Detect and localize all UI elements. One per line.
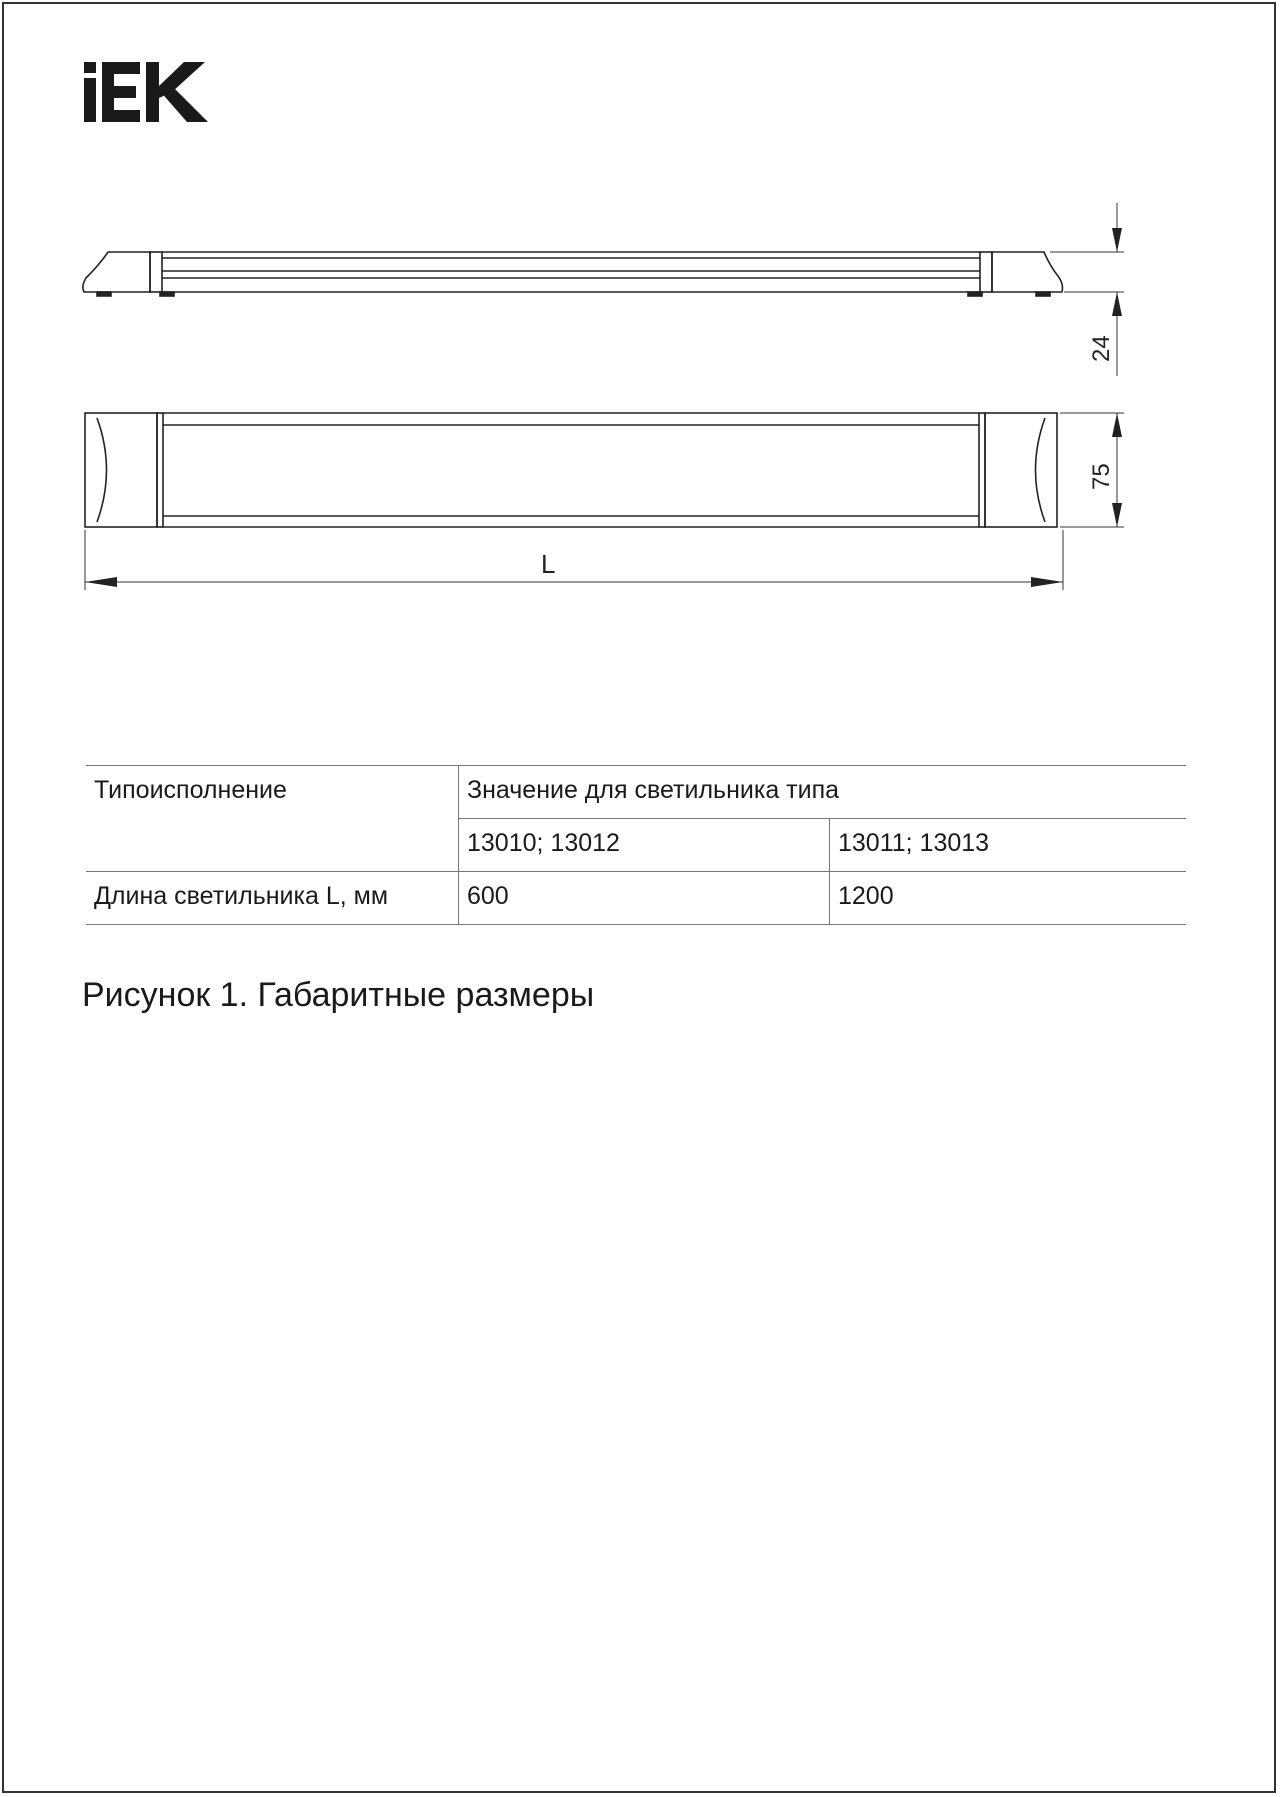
- variant-a-cell: 13010; 13012: [459, 819, 830, 872]
- variant-b-cell: 13011; 13013: [830, 819, 1187, 872]
- top-view: [85, 413, 1057, 527]
- figure-caption: Рисунок 1. Габаритные размеры: [82, 976, 595, 1014]
- dimension-width-label: 75: [1088, 463, 1115, 490]
- value-b-cell: 1200: [830, 872, 1187, 925]
- row-label-cell: Длина светильника L, мм: [86, 872, 459, 925]
- dimension-drawing: [0, 0, 1280, 620]
- table-row: [86, 766, 1186, 819]
- value-a-cell: 600: [459, 872, 830, 925]
- header-value-cell: Значение для светильника типа: [459, 766, 1187, 819]
- header-param-cell: Типоисполнение: [86, 766, 459, 872]
- spec-table: [86, 765, 1186, 925]
- table-row: [86, 872, 1186, 925]
- dimension-length-label: L: [541, 549, 556, 579]
- dimension-height-label: 24: [1088, 335, 1115, 362]
- side-view: [83, 252, 1063, 296]
